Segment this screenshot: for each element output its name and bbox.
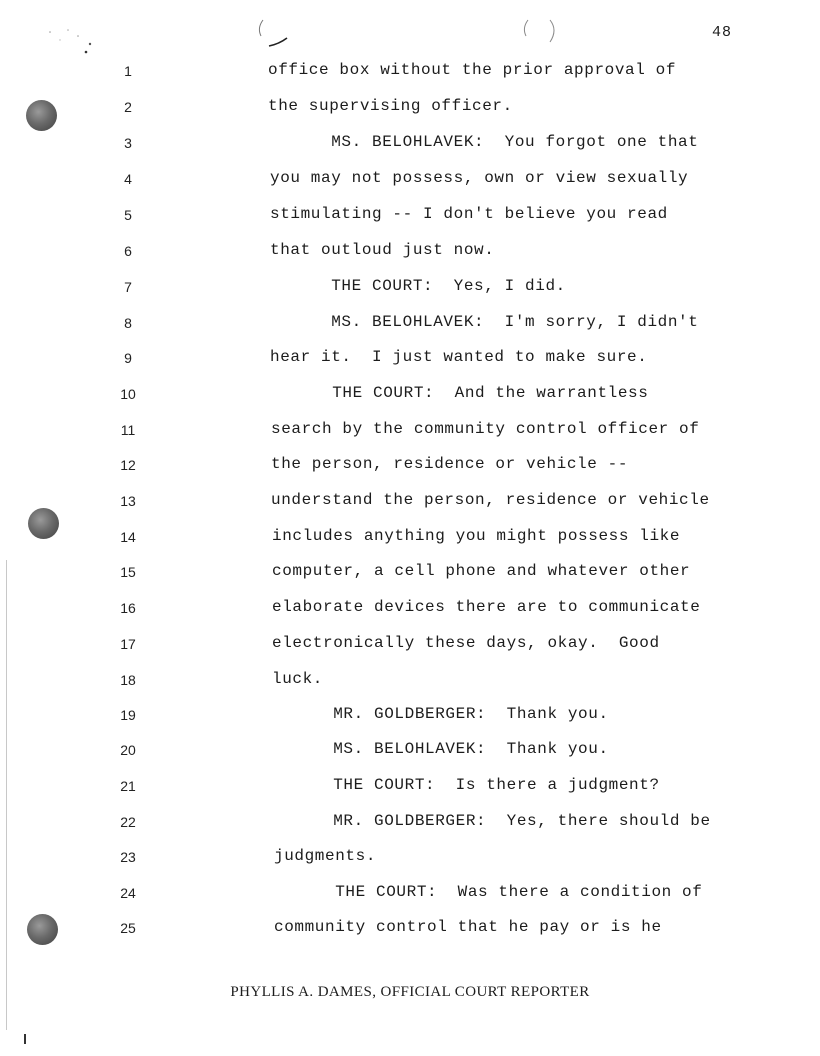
line-text: stimulating -- I don't believe you read	[270, 205, 668, 223]
line-text: the supervising officer.	[268, 97, 513, 115]
line-number: 17	[120, 636, 136, 652]
line-text: the person, residence or vehicle --	[271, 455, 629, 473]
binder-hole-icon	[28, 508, 59, 539]
line-number: 21	[120, 778, 136, 794]
line-text: hear it. I just wanted to make sure.	[270, 348, 648, 366]
line-text: you may not possess, own or view sexually	[270, 169, 689, 187]
line-text: search by the community control officer of	[271, 420, 700, 438]
scan-edge-line	[6, 560, 7, 1030]
line-number: 3	[124, 135, 132, 151]
line-number: 9	[124, 350, 132, 366]
line-text: includes anything you might possess like	[272, 527, 681, 545]
line-number: 1	[124, 63, 132, 79]
line-text: understand the person, residence or vehicle	[271, 491, 710, 509]
line-text: THE COURT: Yes, I did.	[270, 277, 566, 295]
line-text: THE COURT: And the warrantless	[271, 384, 649, 402]
line-number: 6	[124, 243, 132, 259]
line-text: THE COURT: Is there a judgment?	[272, 776, 660, 794]
line-text: luck.	[272, 670, 324, 688]
line-number: 15	[120, 564, 136, 580]
line-number: 2	[124, 99, 132, 115]
line-text: computer, a cell phone and whatever other	[272, 562, 691, 580]
line-number: 11	[120, 422, 136, 438]
smudge-mark-icon	[20, 22, 110, 62]
line-text: electronically these days, okay. Good	[272, 634, 660, 652]
binder-hole-icon	[27, 914, 58, 945]
page-number: 48	[712, 24, 733, 41]
binder-hole-icon	[26, 100, 57, 131]
line-number: 23	[120, 849, 136, 865]
line-text: MS. BELOHLAVEK: I'm sorry, I didn't	[270, 313, 699, 331]
line-number: 12	[120, 457, 136, 473]
line-number: 13	[120, 493, 136, 509]
line-number: 24	[120, 885, 136, 901]
line-number: 4	[124, 171, 132, 187]
line-text: MS. BELOHLAVEK: You forgot one that	[270, 133, 699, 151]
line-number: 8	[124, 315, 132, 331]
line-text: judgments.	[274, 847, 377, 865]
line-text: MS. BELOHLAVEK: Thank you.	[272, 740, 609, 758]
line-number: 18	[120, 672, 136, 688]
court-reporter-footer: PHYLLIS A. DAMES, OFFICIAL COURT REPORTER	[230, 984, 590, 1000]
line-text: MR. GOLDBERGER: Thank you.	[272, 705, 609, 723]
scan-speck-icon	[24, 1034, 26, 1044]
line-number: 5	[124, 207, 132, 223]
line-number: 22	[120, 814, 136, 830]
line-text: office box without the prior approval of	[268, 61, 677, 79]
line-number: 19	[120, 707, 136, 723]
line-number: 20	[120, 742, 136, 758]
line-text: that outloud just now.	[270, 241, 495, 259]
punch-mark-icon	[520, 16, 560, 50]
line-number: 25	[120, 920, 136, 936]
punch-mark-icon	[255, 16, 295, 50]
line-number: 14	[120, 529, 136, 545]
line-text: community control that he pay or is he	[274, 918, 662, 936]
line-text: elaborate devices there are to communicate	[272, 598, 701, 616]
line-number: 10	[120, 386, 136, 402]
line-number: 7	[124, 279, 132, 295]
line-text: THE COURT: Was there a condition of	[274, 883, 703, 901]
line-number: 16	[120, 600, 136, 616]
line-text: MR. GOLDBERGER: Yes, there should be	[272, 812, 711, 830]
